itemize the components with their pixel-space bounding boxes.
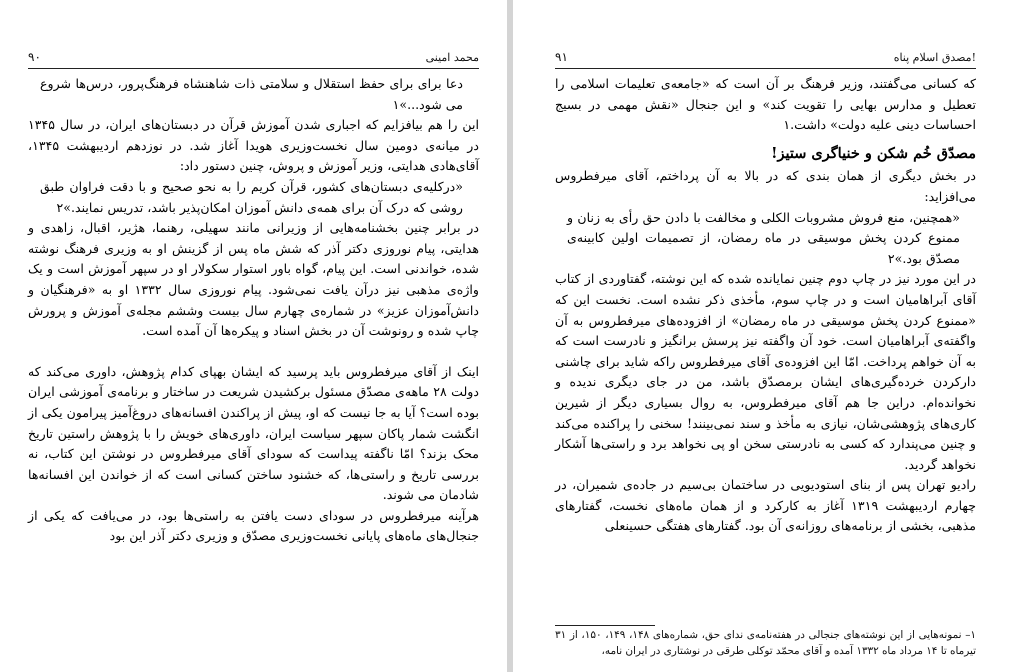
footnote-rule	[555, 625, 655, 626]
quotation: «درکلیه‌ی دبستان‌های کشور، قرآن کریم را به نحو صحیح و با دقت فراوان طبق روشی که درک آن برای همه‌ی دانش آموزان امکان‌پذیر باشد، تدریس نمایند.»۲	[40, 178, 463, 215]
right-page-header	[555, 50, 976, 69]
quotation: «همچنین، منع فروش مشروبات الکلی و مخالفت با دادن حق رأی به زنان و ممنوع کردن پخش موسیقی در ماه رمضان، از تصمیمات اولین کابینه‌ی مصدّق بود.»۲	[567, 209, 960, 266]
right-page	[513, 0, 1024, 672]
running-head-title: مصدق اسلام پناه!	[893, 51, 976, 64]
paragraph: اینک از آقای میرفطروس باید پرسید که ایشان بهپای کدام پژوهش، داوری می‌کند که دولت ۲۸ ماهه‌ی مصدّق مسئول برکشیدن شریعت در ساختار و برنامه‌ی آموزشی ایران بوده است؟ آیا به جا نیست که او، پیش از پراکندن افسانه‌های دروغ‌آمیز پیرامون یکی از انگشت شمار پاکان سپهر سیاست ایران، داوری‌های خویش را با پژوهش راستین تاریخ محک بزند؟ امّا ناگفته پیداست که سودای آقای میرفطروس در نوشتن این کتاب، نه بررسی تاریخ و راستی‌ها، که خشنود ساختن کسانی است که از خواندن این افسانه‌ها شادمان می شوند.	[28, 363, 479, 503]
paragraph: در این مورد نیز در چاپ دوم چنین نمایانده شده که این نوشته، گفتاوردی از کتاب آقای آبراهامیان است و در چاپ سوم، مأخذی ذکر نشده است. نخست این که «ممنوع کردن پخش موسیقی در ماه رمضان» از افزوده‌های میرفطروس به آن واگفته‌ی آبراهامیان است. خود آن واگفته نیز پرسش برانگیز و نادرست است که به آن خواهم پرداخت. امّا این افزوده‌ی آقای میرفطروس راکه شاید برای چاشنی دارکردن خرده‌گیری‌های ایشان برمصدّق باشد، من در جای دیگری ندیده و نخوانده‌ام. دراین جا هم آقای میرفطروس، به روال بسیاری دیگر از شیرین کاری‌های پژوهشی‌شان، نیازی به مأخذ و سند نمی‌بینند! سخنی را پراکنده می‌کند و چنین می‌پندارد که کسی به نادرستی سخن او پی نخواهد برد و راستی‌ها آشکار نخواهد گردید.	[555, 271, 976, 472]
paragraph: در برابر چنین بخشنامه‌هایی از وزیرانی مانند سهیلی، رهنما، هژیر، اقبال، زاهدی و هدایتی، پیام نوروزی دکتر آذر که شش ماه پس از گزینش او به وزیری فرهنگ نوشته شده، خواندنی است. این پیام، گواه باور استوار سکولار او در سپهر آموزش است و یک واژه‌ی مذهبی نیز درآن یافت نمی‌شود. پیام نوروزی سال ۱۳۳۲ او به «فرهنگیان و دانش‌آموزان عزیز» در شماره‌ی چهارم سال بیست وششم مجله‌ی آموزش و پرورش چاپ شده و رونوشت آن در بخش اسناد و پیکره‌ها آن آمده است.	[28, 220, 479, 339]
page-number: ۹۰	[28, 50, 41, 64]
left-page-body	[28, 74, 479, 547]
section-heading: مصدّق خُم شکن و خنیاگری ستیز!	[771, 144, 976, 162]
left-page-header	[28, 50, 479, 69]
page-number: ۹۱	[555, 50, 568, 64]
footnote: ۱– نمونه‌هایی از این نوشته‌های جنجالی در هفته‌نامه‌ی ندای حق، شماره‌های ۱۴۸، ۱۴۹، ۱۵۰، از ۳۱ تیرماه تا ۱۴ مرداد ماه ۱۳۳۲ آمده و آقای محمّد توکلی طرقی در نوشتاری در ایران نامه،	[555, 629, 976, 657]
running-head-author: محمد امینی	[425, 51, 479, 64]
right-page-body	[555, 74, 976, 537]
paragraph: هرآینه میرفطروس در سودای دست یافتن به راستی‌ها بود، در می‌یافت که یکی از جنجال‌های ماه‌های پایانی نخست‌وزیری مصدّق و وزیری دکتر آذر این بود	[28, 507, 479, 544]
quotation: دعا برای برای حفظ استقلال و سلامتی ذات شاهنشاه فرهنگ‌پرور، درس‌ها شروع می شود...»۱	[40, 76, 463, 112]
paragraph: که کسانی می‌گفتند، وزیر فرهنگ بر آن است که «جامعه‌ی تعلیمات اسلامی را تعطیل و مدارس بهایی را تقویت کند» و این جنجال «نقش مهمی در بسیج احساسات دینی علیه دولت» داشت.۱	[555, 76, 976, 133]
paragraph-group	[555, 166, 976, 537]
paragraph: در بخش دیگری از همان بندی که در بالا به آن پرداختم، آقای میرفطروس می‌افزاید:	[555, 168, 976, 204]
left-page	[0, 0, 507, 672]
paragraph: این را هم بیافزایم که اجباری شدن آموزش قرآن در دبستان‌های ایران، در سال ۱۳۴۵ در میانه‌ی دومین سال نخست‌وزیری هویدا آغاز شد. در نوزدهم اردیبهشت ۱۳۴۵، آقای‌هادی هدایتی، وزیر آموزش و پروش، چنین دستور داد:	[28, 117, 479, 174]
paragraph-group	[555, 74, 976, 136]
paragraph: رادیو تهران پس از بنای استودیویی در ساختمان بی‌سیم در جاده‌ی شمیران، در چهارم اردیبهشت ۱۳۱۹ آغاز به کارکرد و از همان ماه‌های نخست، گفتارهای مذهبی، بخشی از برنامه‌های روزانه‌ی آن بود. گفتارهای هفتگی حسینعلی	[555, 477, 977, 534]
